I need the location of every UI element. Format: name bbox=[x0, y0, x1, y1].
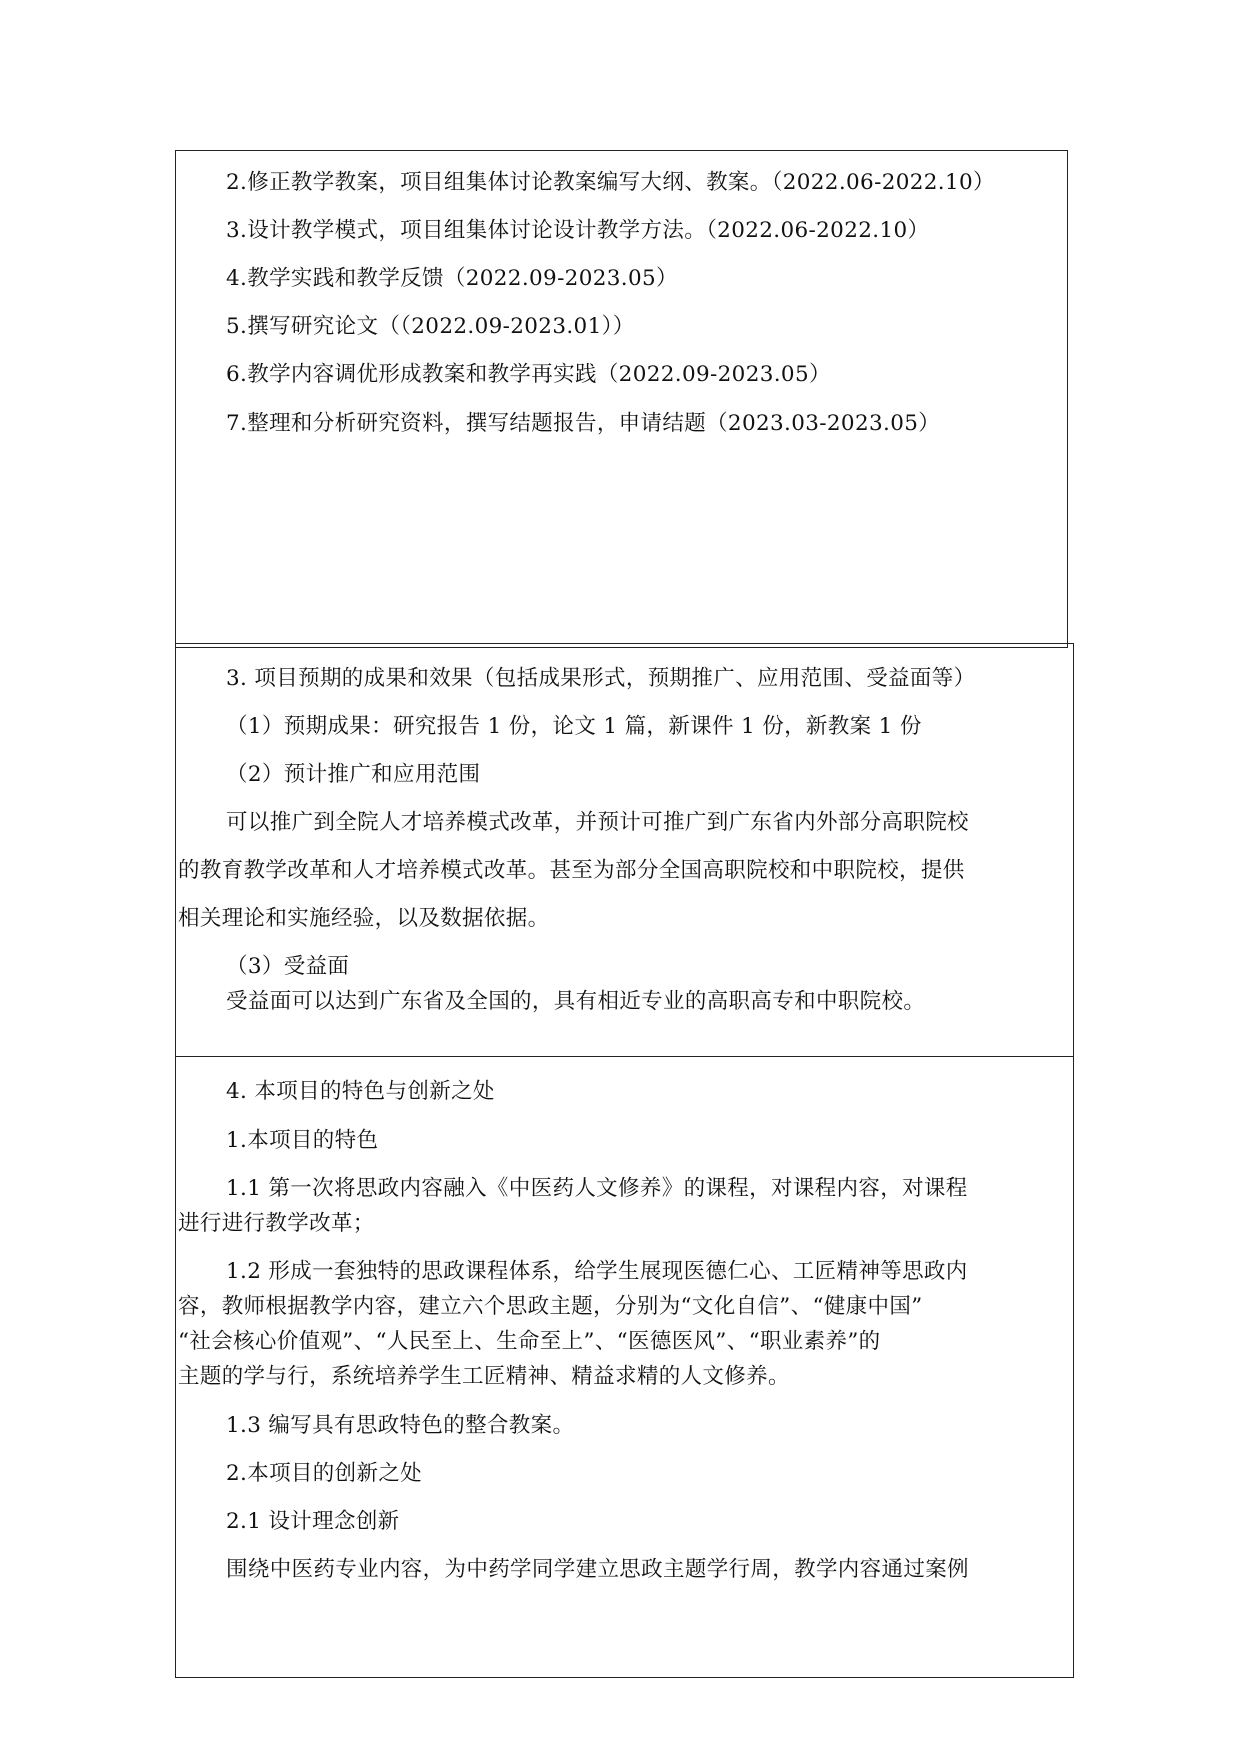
paragraph-line: （1）预期成果：研究报告 1 份，论文 1 篇，新课件 1 份，新教案 1 份 bbox=[226, 714, 922, 739]
schedule-item: 2.修正教学教案，项目组集体讨论教案编写大纲、教案。（2022.06-2022.10） bbox=[226, 170, 995, 195]
schedule-item: 4.教学实践和教学反馈（2022.09-2023.05） bbox=[226, 266, 678, 291]
paragraph-line: 相关理论和实施经验，以及数据依据。 bbox=[178, 906, 550, 931]
schedule-section bbox=[175, 150, 1068, 648]
paragraph-line: 受益面可以达到广东省及全国的，具有相近专业的高职高专和中职院校。 bbox=[226, 989, 926, 1014]
paragraph-line: 1.本项目的特色 bbox=[226, 1128, 379, 1153]
features-innovation-section bbox=[175, 1056, 1074, 1678]
paragraph-line: （2）预计推广和应用范围 bbox=[226, 762, 481, 787]
schedule-item: 3.设计教学模式，项目组集体讨论设计教学方法。（2022.06-2022.10） bbox=[226, 218, 930, 243]
paragraph-line: “社会核心价值观”、“人民至上、生命至上”、“医德医风”、“职业素养”的 bbox=[178, 1329, 881, 1354]
schedule-item: 6.教学内容调优形成教案和教学再实践（2022.09-2023.05） bbox=[226, 362, 831, 387]
paragraph-line: 进行进行教学改革； bbox=[178, 1211, 375, 1236]
paragraph-line: 围绕中医药专业内容，为中药学同学建立思政主题学行周，教学内容通过案例 bbox=[226, 1557, 969, 1582]
schedule-item: 5.撰写研究论文（（2022.09-2023.01）） bbox=[226, 314, 635, 339]
paragraph-line: 2.1 设计理念创新 bbox=[226, 1509, 400, 1534]
paragraph-line: 主题的学与行，系统培养学生工匠精神、精益求精的人文修养。 bbox=[178, 1364, 790, 1389]
paragraph-line: 1.3 编写具有思政特色的整合教案。 bbox=[226, 1413, 575, 1438]
paragraph-line: 2.本项目的创新之处 bbox=[226, 1461, 423, 1486]
paragraph-line: 1.1 第一次将思政内容融入《中医药人文修养》的课程，对课程内容，对课程 bbox=[226, 1176, 968, 1201]
paragraph-line: 可以推广到全院人才培养模式改革，并预计可推广到广东省内外部分高职院校 bbox=[226, 810, 969, 835]
paragraph-line: （3）受益面 bbox=[226, 954, 350, 979]
expected-results-section bbox=[175, 643, 1074, 1057]
paragraph-line: 1.2 形成一套独特的思政课程体系，给学生展现医德仁心、工匠精神等思政内 bbox=[226, 1259, 968, 1284]
paragraph-line: 的教育教学改革和人才培养模式改革。甚至为部分全国高职院校和中职院校，提供 bbox=[178, 858, 965, 883]
section-heading: 4. 本项目的特色与创新之处 bbox=[226, 1079, 495, 1104]
section-heading: 3. 项目预期的成果和效果（包括成果形式，预期推广、应用范围、受益面等） bbox=[226, 666, 976, 691]
paragraph-line: 容，教师根据教学内容，建立六个思政主题，分别为“文化自信”、“健康中国” bbox=[178, 1294, 923, 1319]
schedule-item: 7.整理和分析研究资料，撰写结题报告，申请结题（2023.03-2023.05） bbox=[226, 411, 941, 436]
